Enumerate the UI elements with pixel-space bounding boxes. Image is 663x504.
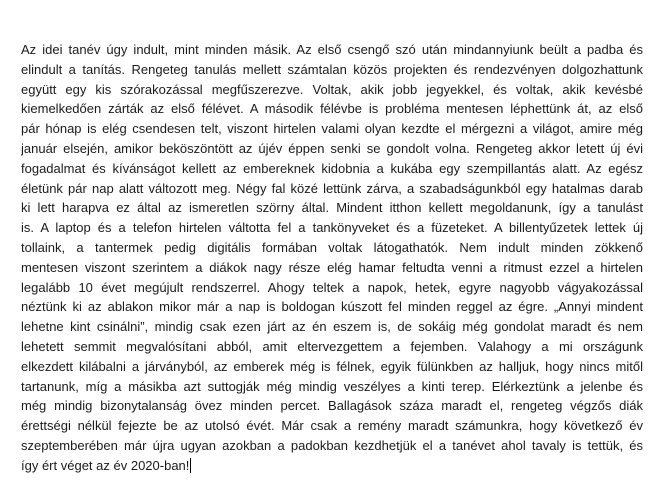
text-line[interactable]: kiemelkedően zárták az első félévet. A második félévbe is probléma mentesen léphettünk át, az első xyxy=(21,101,643,117)
text-line[interactable]: tollaink, a tantermek pedig digitális formában voltak látogathatók. Nem indult minden zökkenő xyxy=(21,239,643,255)
text-line[interactable]: még mindig bizonytalanság övez minden percet. Ballagások száza maradt el, rengeteg végzős diák xyxy=(21,398,643,414)
paragraph-text-area[interactable] xyxy=(21,40,643,476)
text-line[interactable]: legalább 10 évet megújult rendszerrel. Ahogy teltek a napok, hetek, egyre nagyobb vágyakozással xyxy=(21,279,643,295)
text-line[interactable]: lehetett semmit megvalósítani abból, amit eltervezgettem a fejemben. Valahogy a mi országunk xyxy=(21,338,643,354)
text-line[interactable]: elindult a tanítás. Rengeteg tanulás mellett számtalan közös projekten és rendezvényen dolgozhattunk xyxy=(21,61,643,77)
text-line-last[interactable] xyxy=(21,456,643,476)
text-line[interactable]: érettségi nélkül fejezte be az utolsó évét. Már csak a remény maradt számunkra, hogy következő év xyxy=(21,418,643,434)
text-line[interactable]: néztünk ki az ablakon mikor már a nap is boldogan kúszott fel minden reggel az égre. „Annyi mindent xyxy=(21,299,643,315)
text-line[interactable]: életünk pár nap alatt változott meg. Négy fal közé lettünk zárva, a szabadságunkból egy hatalmas darab xyxy=(21,180,643,196)
last-line-text: így ért véget az év 2020-ban! xyxy=(21,457,190,473)
text-line[interactable]: Az idei tanév úgy indult, mint minden másik. Az első csengő szó után mindannyiunk beült a padba és xyxy=(21,42,643,57)
text-line[interactable]: ki lett harapva ez által az ismeretlen szörny által. Mindent itthon kellett megoldanunk, így a tanulást xyxy=(21,200,643,216)
text-line[interactable]: szeptemberében már újra ugyan azokban a padokban kezdhetjük el a tanévet ahol tavaly is tettük, és xyxy=(21,437,643,453)
text-cursor xyxy=(190,458,191,473)
text-line[interactable]: is. A laptop és a telefon hirtelen váltotta fel a tankönyveket és a füzeteket. A billentyűzetek lettek új xyxy=(21,220,643,236)
text-line[interactable]: lehetne kint csinálni”, mindig csak ezen járt az én eszem is, de sokáig még gondolat maradt és nem xyxy=(21,319,643,335)
text-line[interactable]: január elsején, amikor beköszöntött az újév éppen senki se gondolt volna. Rengeteg akkor letett új évi xyxy=(21,140,643,156)
text-line[interactable]: fogadalmat és kívánságot kellett az embereknek kidobnia a kukába egy szempillantás alatt. Az egész xyxy=(21,160,643,176)
text-line[interactable]: pár hónap is elég csendesen telt, viszont hirtelen valami olyan kezdte el mérgezni a világot, amire még xyxy=(21,121,643,137)
text-line[interactable]: elkezdett kilábalni a járványból, az emberek még is félnek, egyik fülünkben az halljuk, hogy nincs mitől xyxy=(21,358,643,374)
text-line[interactable]: együtt egy kis szórakozással megfűszerezve. Voltak, akik jobb jegyekkel, és voltak, akik kevésbé xyxy=(21,81,643,97)
text-line[interactable]: tartanunk, míg a másikba azt suttogják még mindig veszélyes a kinti terep. Elérkeztünk a jelenbe és xyxy=(21,378,643,394)
text-line[interactable]: mentesen viszont szerintem a diákok nagy része elég hamar feltudta venni a ritmust ezzel a hirtelen xyxy=(21,259,643,275)
